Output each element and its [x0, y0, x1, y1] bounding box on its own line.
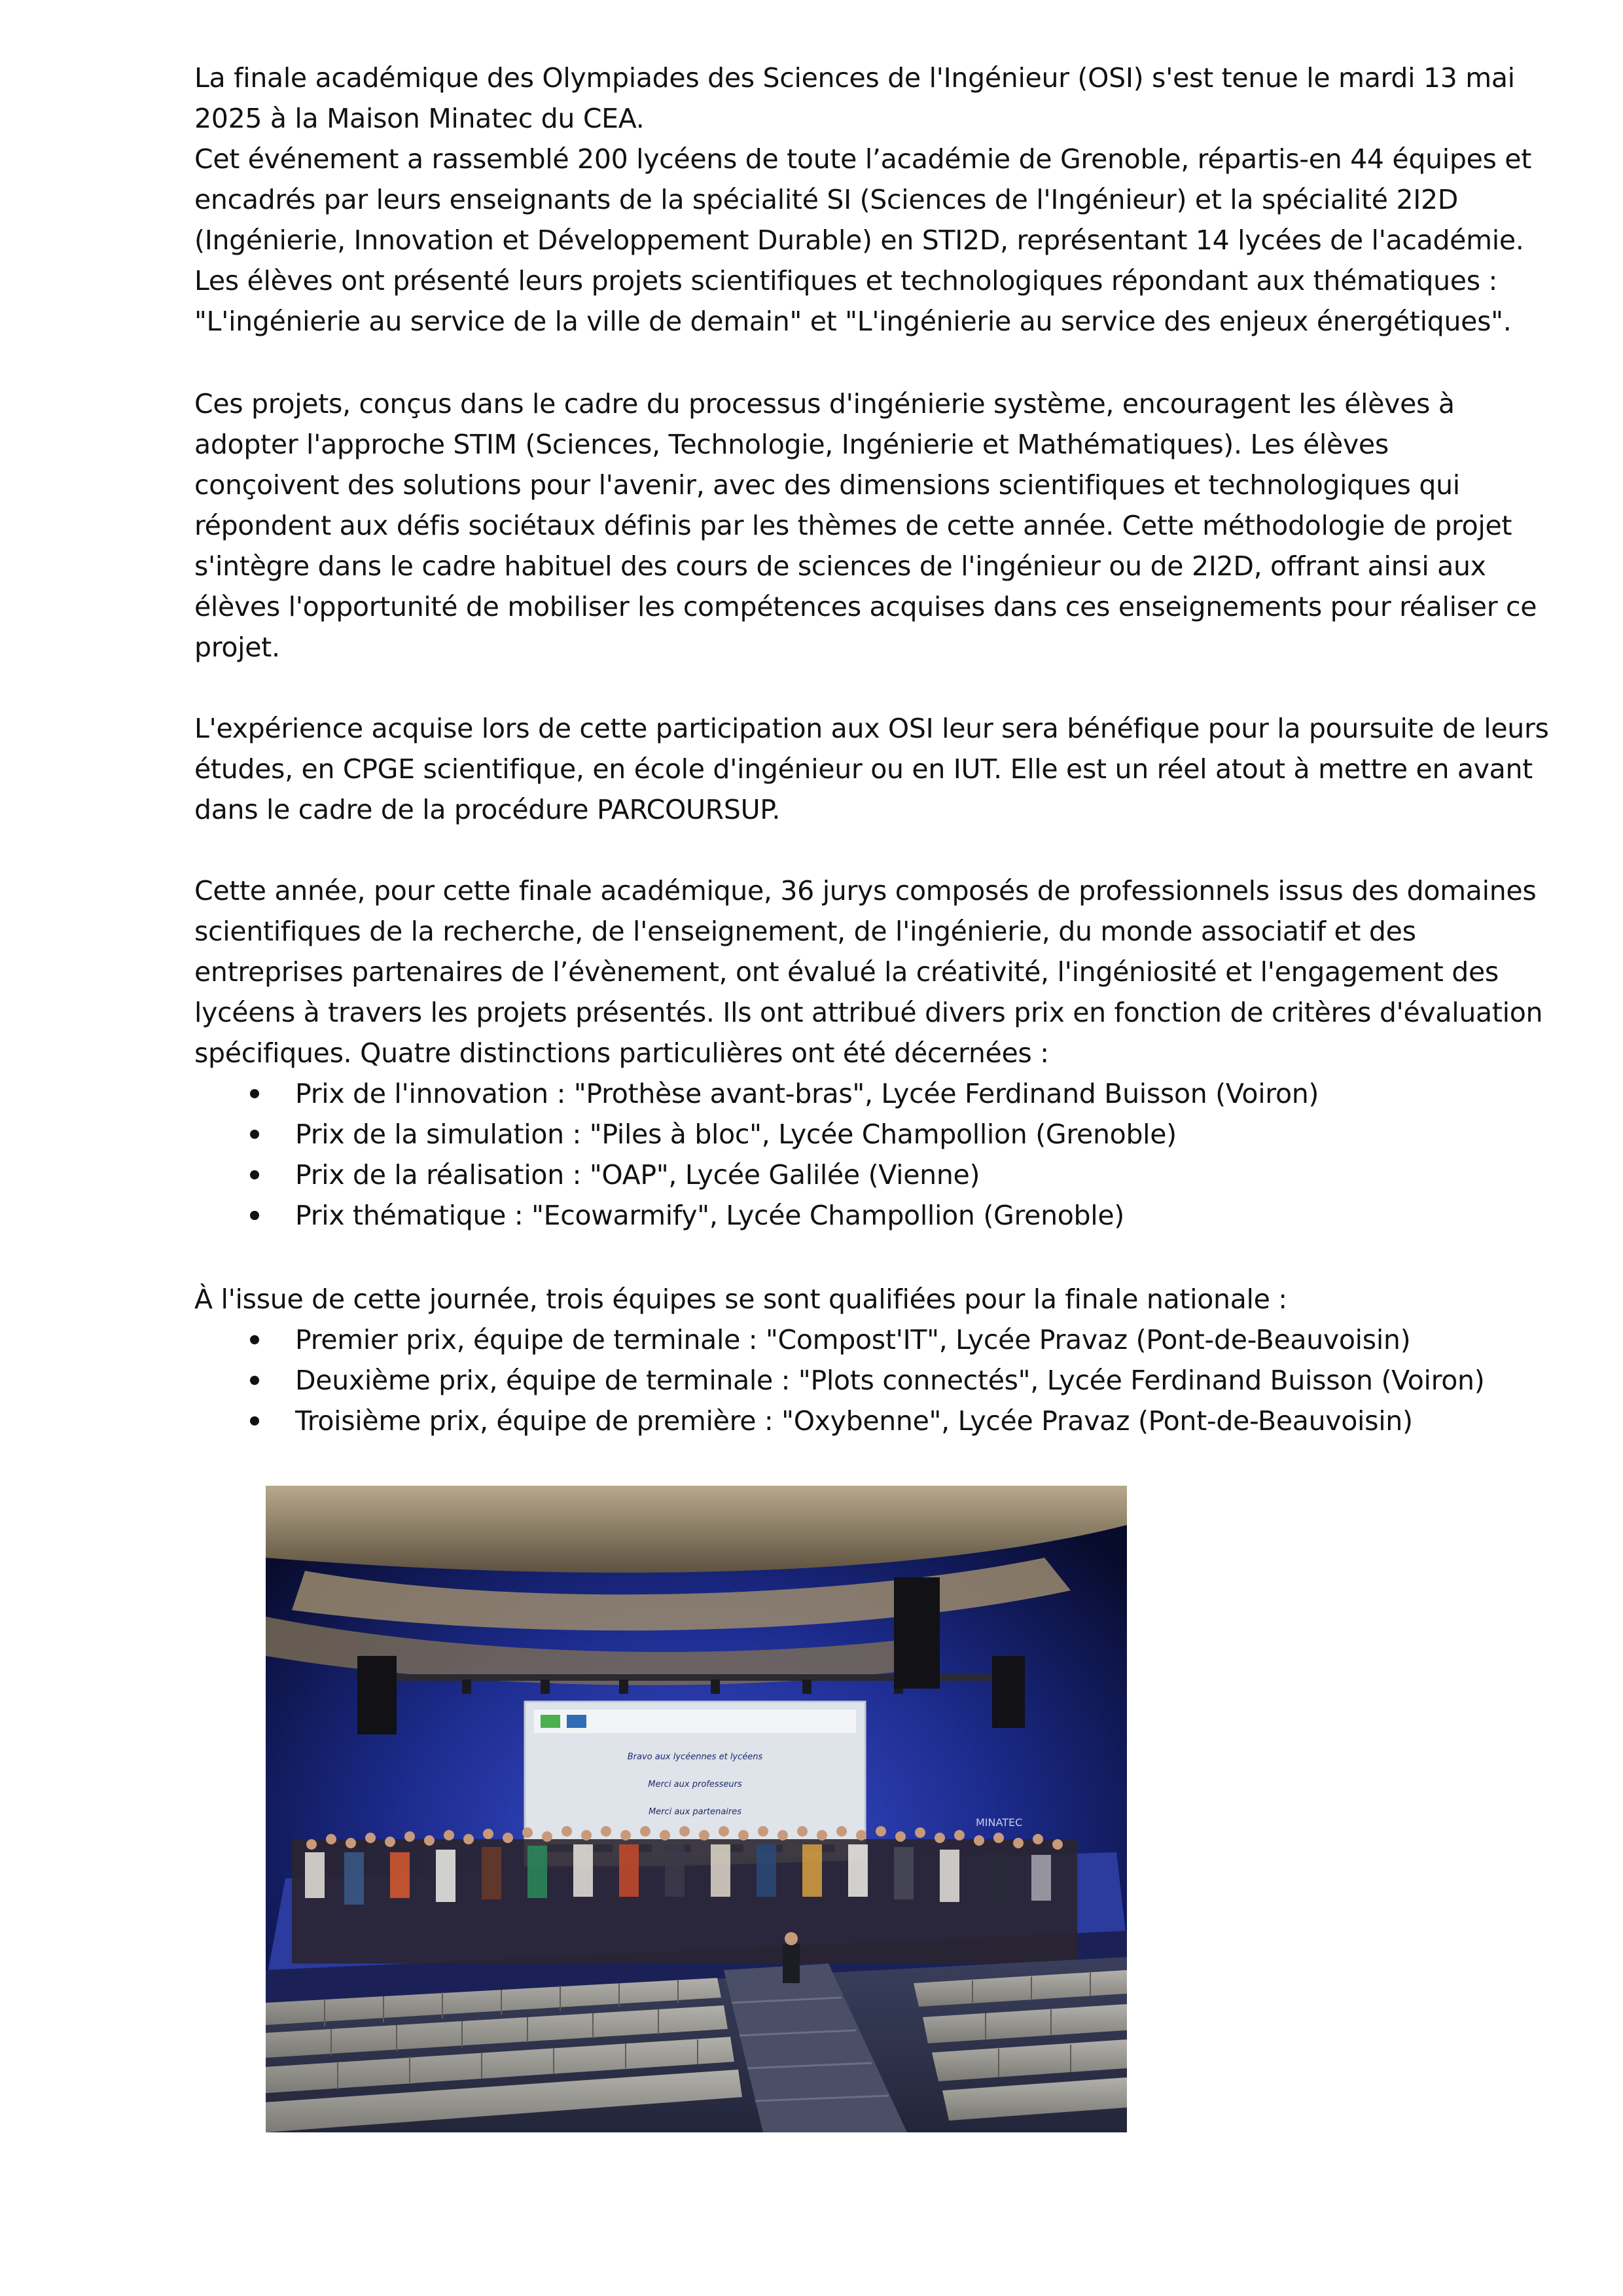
- special-awards-list: [194, 1073, 1575, 1236]
- list-item: Premier prix, équipe de terminale : "Compost'IT", Lycée Pravaz (Pont-de-Beauvoisin): [194, 1319, 1575, 1360]
- logo: [567, 1715, 586, 1728]
- text-line: répondent aux défis sociétaux définis par les thèmes de cette année. Cette méthodologie de projet: [194, 510, 1512, 541]
- text-line: élèves l'opportunité de mobiliser les compétences acquises dans ces enseignements pour réaliser ce: [194, 591, 1537, 622]
- list-item: Prix de la réalisation : "OAP", Lycée Galilée (Vienne): [194, 1155, 1575, 1195]
- list-item: Prix de la simulation : "Piles à bloc", Lycée Champollion (Grenoble): [194, 1114, 1575, 1155]
- screen-text: Bravo aux lycéennes et lycéens: [627, 1752, 763, 1762]
- projects-paragraph: [194, 384, 1575, 668]
- text-line: lycéens à travers les projets présentés. Ils ont attribué divers prix en fonction de critères d'évaluation: [194, 997, 1543, 1028]
- text-line: À l'issue de cette journée, trois équipes se sont qualifiées pour la finale nationale :: [194, 1283, 1287, 1315]
- event-photo: [266, 1486, 1127, 2132]
- standing-person-head: [785, 1932, 798, 1945]
- text-line: 2025 à la Maison Minatec du CEA.: [194, 103, 645, 134]
- text-line: spécifiques. Quatre distinctions particulières ont été décernées :: [194, 1037, 1049, 1069]
- text-line: Cette année, pour cette finale académique, 36 jurys composés de professionnels issus des domaines: [194, 875, 1537, 906]
- text-line: L'expérience acquise lors de cette participation aux OSI leur sera bénéfique pour la poursuite de leurs: [194, 713, 1549, 744]
- national-qualifiers-list: [194, 1319, 1575, 1441]
- text-line: (Ingénierie, Innovation et Développement Durable) en STI2D, représentant 14 lycées de l'académie.: [194, 224, 1524, 256]
- text-line: adopter l'approche STIM (Sciences, Technologie, Ingénierie et Mathématiques). Les élèves: [194, 429, 1389, 460]
- crowd: [292, 1826, 1077, 1964]
- text-line: "L'ingénierie au service de la ville de demain" et "L'ingénierie au service des enjeux énergétiques".: [194, 306, 1512, 337]
- list-item: Deuxième prix, équipe de terminale : "Plots connectés", Lycée Ferdinand Buisson (Voiron): [194, 1360, 1575, 1401]
- text-line: dans le cadre de la procédure PARCOURSUP.: [194, 794, 781, 825]
- text-line: Les élèves ont présenté leurs projets scientifiques et technologiques répondant aux thématiques :: [194, 265, 1498, 296]
- text-line: scientifiques de la recherche, de l'enseignement, de l'ingénierie, du monde associatif et des: [194, 916, 1416, 947]
- speaker: [992, 1656, 1025, 1728]
- standing-person: [783, 1944, 800, 1983]
- list-item: Prix de l'innovation : "Prothèse avant-bras", Lycée Ferdinand Buisson (Voiron): [194, 1073, 1575, 1114]
- wall-sign: MINATEC: [976, 1816, 1023, 1829]
- intro-paragraph: [194, 58, 1575, 342]
- speaker: [894, 1577, 940, 1689]
- experience-paragraph: [194, 708, 1575, 830]
- screen-text: Merci aux professeurs: [648, 1780, 742, 1789]
- screen-text: Merci aux partenaires: [648, 1807, 742, 1817]
- qualifiers-paragraph: [194, 1279, 1575, 1441]
- list-item: Prix thématique : "Ecowarmify", Lycée Champollion (Grenoble): [194, 1195, 1575, 1236]
- text-line: conçoivent des solutions pour l'avenir, avec des dimensions scientifiques et technologiques qui: [194, 469, 1460, 501]
- logo: [541, 1715, 560, 1728]
- speaker: [357, 1656, 397, 1734]
- auditorium-illustration: [266, 1486, 1127, 2132]
- text-line: encadrés par leurs enseignants de la spécialité SI (Sciences de l'Ingénieur) et la spécialité 2I2D: [194, 184, 1459, 215]
- text-line: projet.: [194, 632, 280, 663]
- jury-paragraph: [194, 870, 1575, 1236]
- list-item: Troisième prix, équipe de première : "Oxybenne", Lycée Pravaz (Pont-de-Beauvoisin): [194, 1401, 1575, 1441]
- text-line: entreprises partenaires de l’évènement, ont évalué la créativité, l'ingéniosité et l'engagement des: [194, 956, 1499, 988]
- text-line: études, en CPGE scientifique, en école d'ingénieur ou en IUT. Elle est un réel atout à mettre en avant: [194, 753, 1533, 785]
- text-line: La finale académique des Olympiades des Sciences de l'Ingénieur (OSI) s'est tenue le mardi 13 mai: [194, 62, 1515, 94]
- text-line: s'intègre dans le cadre habituel des cours de sciences de l'ingénieur ou de 2I2D, offrant ainsi aux: [194, 550, 1486, 582]
- text-line: Cet événement a rassemblé 200 lycéens de toute l’académie de Grenoble, répartis-en 44 équipes et: [194, 143, 1532, 175]
- text-line: Ces projets, conçus dans le cadre du processus d'ingénierie système, encouragent les élèves à: [194, 388, 1455, 420]
